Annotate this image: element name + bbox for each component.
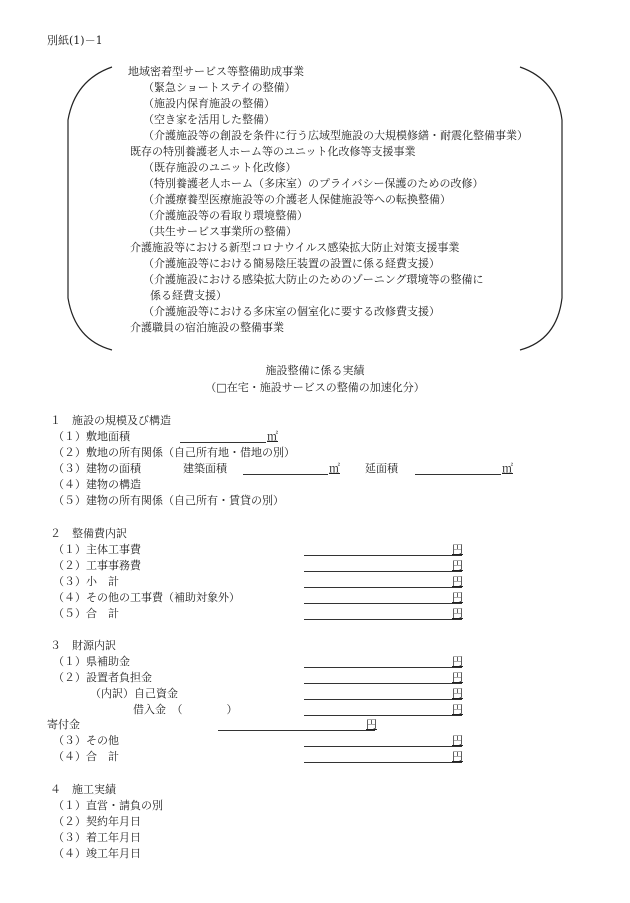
funding-field[interactable] bbox=[304, 667, 462, 668]
building-ownership-label: （５）建物の所有関係（自己所有・賃貸の別） bbox=[53, 494, 284, 507]
funding-item: （２）設置者負担金 bbox=[53, 671, 152, 684]
yen-unit: 円 bbox=[452, 607, 463, 620]
site-area-field[interactable] bbox=[180, 442, 266, 443]
loan-label: 借入金 （ ） bbox=[133, 703, 238, 716]
project-item: （特別養護老人ホーム（多床室）のプライバシー保護のための改修） bbox=[143, 177, 484, 190]
project-item: 係る経費支援） bbox=[150, 289, 227, 302]
project-item: （共生サービス事業所の整備） bbox=[143, 225, 297, 238]
cost-field[interactable] bbox=[304, 555, 462, 556]
sqm-unit: ㎡ bbox=[502, 462, 513, 475]
construction-item: （２）契約年月日 bbox=[53, 815, 141, 828]
yen-unit: 円 bbox=[452, 575, 463, 588]
cost-field[interactable] bbox=[304, 603, 462, 604]
yen-unit: 円 bbox=[452, 655, 463, 668]
project-item: （介護施設等の看取り環境整備） bbox=[143, 209, 308, 222]
donation-field[interactable] bbox=[218, 730, 375, 731]
yen-unit: 円 bbox=[452, 703, 463, 716]
section-heading: ３ 財源内訳 bbox=[50, 639, 116, 652]
construction-item: （３）着工年月日 bbox=[53, 831, 141, 844]
section-heading: １ 施設の規模及び構造 bbox=[50, 414, 171, 427]
project-item: （介護療養型医療施設等の介護老人保健施設等への転換整備） bbox=[143, 193, 451, 206]
donation-label: 寄付金 bbox=[47, 718, 80, 731]
section-heading: ４ 施工実績 bbox=[50, 783, 116, 796]
project-item: （介護施設における感染拡大防止のためのゾーニング環境等の整備に bbox=[143, 273, 484, 286]
yen-unit: 円 bbox=[366, 718, 377, 731]
floor-area-label: 延面積 bbox=[365, 462, 398, 475]
own-funds-label: （内訳）自己資金 bbox=[90, 687, 178, 700]
project-item: （緊急ショートステイの整備） bbox=[143, 81, 296, 94]
sqm-unit: ㎡ bbox=[329, 462, 340, 475]
yen-unit: 円 bbox=[452, 543, 463, 556]
section-heading: ２ 整備費内訳 bbox=[50, 527, 127, 540]
project-item: （既存施設のユニット化改修） bbox=[143, 161, 297, 174]
project-item: （介護施設等における簡易陰圧装置の設置に係る経費支援） bbox=[143, 257, 440, 270]
cost-item: （２）工事事務費 bbox=[53, 559, 141, 572]
document-reference: 別紙(1)－1 bbox=[47, 34, 103, 47]
yen-unit: 円 bbox=[452, 734, 463, 747]
cost-item: （３）小 計 bbox=[53, 575, 119, 588]
project-item: （介護施設等における多床室の個室化に要する改修費支援） bbox=[143, 305, 440, 318]
project-item: （介護施設等の創設を条件に行う広域型施設の大規模修繕・耐震化整備事業） bbox=[143, 129, 528, 142]
yen-unit: 円 bbox=[452, 671, 463, 684]
building-area-label: （３）建物の面積 bbox=[53, 462, 141, 475]
land-ownership-label: （２）敷地の所有関係（自己所有地・借地の別） bbox=[53, 446, 295, 459]
project-item: （空き家を活用した整備） bbox=[143, 113, 275, 126]
funding-field[interactable] bbox=[304, 699, 462, 700]
yen-unit: 円 bbox=[452, 750, 463, 763]
site-area-label: （１）敷地面積 bbox=[53, 430, 130, 443]
funding-field[interactable] bbox=[304, 715, 462, 716]
cost-item: （１）主体工事費 bbox=[53, 543, 141, 556]
funding-item: （３）その他 bbox=[53, 734, 119, 747]
construction-item: （４）竣工年月日 bbox=[53, 847, 141, 860]
cost-item: （５）合 計 bbox=[53, 607, 119, 620]
floor-area-field[interactable] bbox=[415, 474, 501, 475]
building-area-sublabel: 建築面積 bbox=[183, 462, 227, 475]
funding-field[interactable] bbox=[304, 683, 462, 684]
project-item: （施設内保育施設の整備） bbox=[143, 97, 275, 110]
project-item: 介護施設等における新型コロナウイルス感染拡大防止対策支援事業 bbox=[130, 241, 460, 254]
page-title: 施設整備に係る実績 bbox=[265, 364, 365, 377]
project-item: 既存の特別養護老人ホーム等のユニット化改修等支援事業 bbox=[130, 145, 416, 158]
yen-unit: 円 bbox=[452, 687, 463, 700]
yen-unit: 円 bbox=[452, 559, 463, 572]
sqm-unit: ㎡ bbox=[267, 430, 278, 443]
funding-field[interactable] bbox=[304, 762, 462, 763]
construction-item: （１）直営・請負の別 bbox=[53, 799, 163, 812]
funding-field[interactable] bbox=[304, 746, 462, 747]
cost-item: （４）その他の工事費（補助対象外） bbox=[53, 591, 240, 604]
cost-field[interactable] bbox=[304, 619, 462, 620]
funding-item: （１）県補助金 bbox=[53, 655, 130, 668]
page-subtitle: （□在宅・施設サービスの整備の加速化分） bbox=[205, 381, 425, 394]
project-item: 介護職員の宿泊施設の整備事業 bbox=[130, 321, 284, 334]
structure-label: （４）建物の構造 bbox=[53, 478, 141, 491]
funding-item: （４）合 計 bbox=[53, 750, 119, 763]
cost-field[interactable] bbox=[304, 587, 462, 588]
yen-unit: 円 bbox=[452, 591, 463, 604]
project-item: 地域密着型サービス等整備助成事業 bbox=[128, 65, 304, 78]
building-area-field[interactable] bbox=[243, 474, 328, 475]
cost-field[interactable] bbox=[304, 571, 462, 572]
